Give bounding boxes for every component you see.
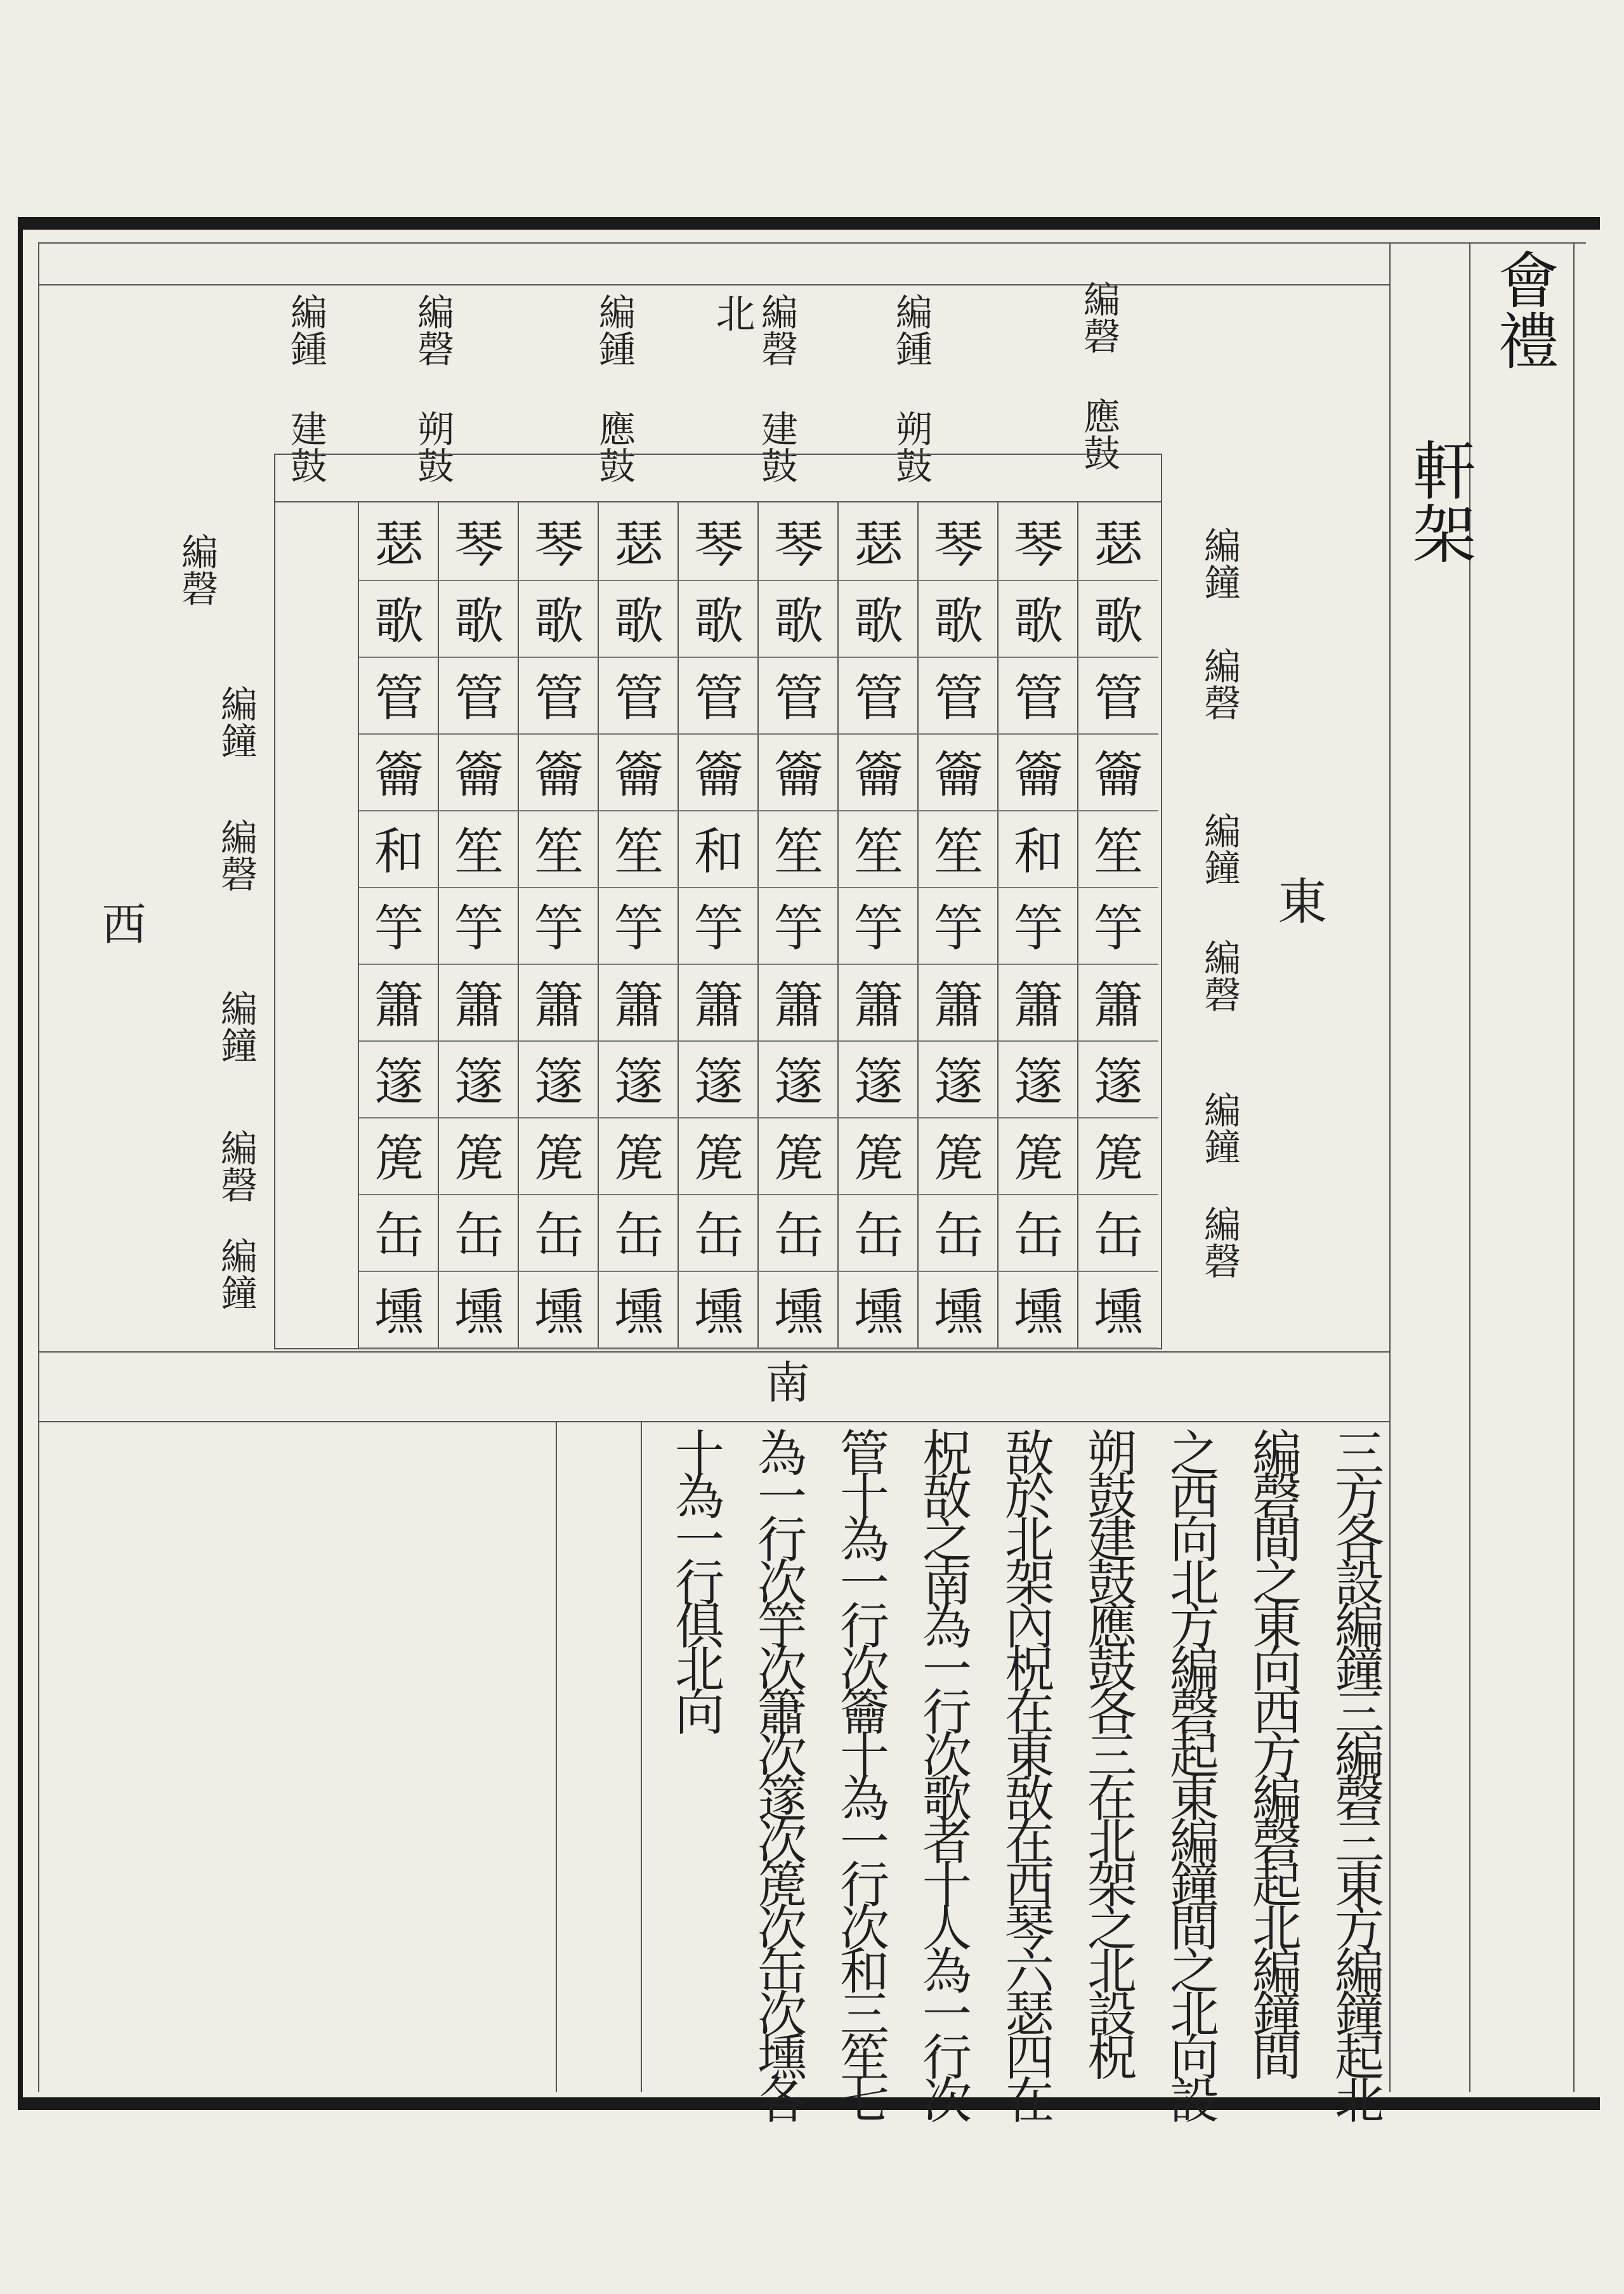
east-instrument: 編鐘 [1198, 812, 1241, 886]
grid-cell: 篴 [359, 1039, 439, 1118]
text-column: 柷敔之南為一行次歌者十人為一行次 [914, 1427, 971, 2118]
grid-cell: 缶 [999, 1192, 1078, 1272]
text-column: 為一行次竽次簫次篴次箎次缶次壎各 [749, 1427, 806, 2118]
grid-cell: 歌 [599, 578, 679, 658]
grid-cell: 歌 [519, 578, 599, 658]
grid-cell: 缶 [919, 1192, 999, 1272]
grid-cell: 籥 [439, 731, 519, 811]
grid-cell: 篴 [999, 1039, 1078, 1118]
grid-column [1077, 501, 1158, 1349]
grid-column [997, 501, 1078, 1349]
grid-cell: 歌 [919, 578, 999, 658]
grid-cell: 篴 [919, 1039, 999, 1118]
grid-cell: 缶 [759, 1192, 839, 1272]
grid-cell: 箎 [679, 1115, 759, 1195]
grid-cell: 缶 [839, 1192, 919, 1272]
grid-cell: 簫 [839, 962, 919, 1042]
grid-cell: 籥 [519, 731, 599, 811]
grid-cell: 琴 [439, 501, 519, 581]
grid-cell: 壎 [679, 1269, 759, 1349]
grid-cell: 篴 [519, 1039, 599, 1118]
grid-cell: 籥 [679, 731, 759, 811]
grid-cell: 竽 [1078, 885, 1158, 965]
grid-cell: 缶 [1078, 1192, 1158, 1272]
west-instrument: 編磬 [214, 818, 258, 892]
grid-cell: 管 [599, 655, 679, 735]
text-column: 十為一行俱北向 [667, 1427, 724, 1729]
west-instrument: 編鐘 [214, 1237, 258, 1311]
north-instrument-group: 編鍾 朔鼓 [889, 293, 933, 483]
east-instrument: 編鐘 [1198, 1091, 1241, 1165]
east-instrument: 編磬 [1198, 647, 1241, 721]
grid-cell: 篴 [599, 1039, 679, 1118]
grid-cell: 歌 [759, 578, 839, 658]
grid-cell: 簫 [439, 962, 519, 1042]
grid-cell: 壎 [1078, 1269, 1158, 1349]
grid-cell: 和 [999, 808, 1078, 888]
text-column: 朔鼓建鼓應鼓各三在北架之北設柷 [1079, 1427, 1136, 2074]
grid-cell: 和 [679, 808, 759, 888]
grid-cell: 歌 [1078, 578, 1158, 658]
grid-cell: 籥 [599, 731, 679, 811]
text-column: 三方各設編鐘三編磬三東方編鐘起北 [1326, 1427, 1384, 2118]
grid-cell: 箎 [599, 1115, 679, 1195]
grid-cell: 瑟 [839, 501, 919, 581]
grid-cell: 箎 [919, 1115, 999, 1195]
grid-cell: 箎 [759, 1115, 839, 1195]
grid-cell: 瑟 [359, 501, 439, 581]
grid-cell: 籥 [839, 731, 919, 811]
grid-cell: 竽 [759, 885, 839, 965]
direction-north: 北 [709, 293, 756, 332]
west-instrument: 編鐘 [214, 990, 258, 1063]
rule-text-col-divider [641, 1421, 642, 2092]
grid-cell: 篴 [439, 1039, 519, 1118]
grid-cell: 簫 [519, 962, 599, 1042]
text-column: 之西向北方編磬起東編鐘間之北向設 [1162, 1427, 1219, 2118]
grid-cell: 管 [999, 655, 1078, 735]
grid-cell: 篴 [1078, 1039, 1158, 1118]
north-instrument-group: 編磬 建鼓 [755, 293, 798, 483]
book-title: 會禮 [1488, 249, 1559, 370]
grid-cell: 簫 [679, 962, 759, 1042]
grid-column [757, 501, 839, 1349]
grid-cell: 壎 [759, 1269, 839, 1349]
grid-cell: 缶 [679, 1192, 759, 1272]
east-instrument: 編磬 [1198, 1205, 1241, 1279]
grid-cell: 籥 [1078, 731, 1158, 811]
grid-cell: 壎 [599, 1269, 679, 1349]
grid-cell: 箎 [1078, 1115, 1158, 1195]
east-instrument: 編鐘 [1198, 527, 1241, 600]
grid-cell: 壎 [839, 1269, 919, 1349]
grid-cell: 壎 [519, 1269, 599, 1349]
direction-east: 東 [1269, 875, 1326, 925]
grid-cell: 籥 [999, 731, 1078, 811]
grid-column [837, 501, 919, 1349]
grid-cell: 竽 [439, 885, 519, 965]
grid-cell: 箎 [999, 1115, 1078, 1195]
grid-cell: 簫 [1078, 962, 1158, 1042]
west-instrument: 編磬 [214, 1129, 258, 1203]
grid-cell: 琴 [519, 501, 599, 581]
rule-text-left [556, 1421, 557, 2092]
north-instrument-group: 編鍾 建鼓 [284, 293, 327, 483]
grid-cell: 篴 [759, 1039, 839, 1118]
grid-cell: 箎 [519, 1115, 599, 1195]
rule-south-bottom [38, 1421, 1389, 1422]
grid-cell: 壎 [999, 1269, 1078, 1349]
grid-cell: 笙 [1078, 808, 1158, 888]
grid-cell: 篴 [679, 1039, 759, 1118]
grid-cell: 瑟 [1078, 501, 1158, 581]
grid-cell: 和 [359, 808, 439, 888]
grid-cell: 竽 [679, 885, 759, 965]
grid-cell: 缶 [359, 1192, 439, 1272]
grid-cell: 管 [679, 655, 759, 735]
grid-cell: 壎 [919, 1269, 999, 1349]
north-instrument-group: 編磬 應鼓 [1077, 280, 1120, 471]
rule-top-inner [38, 242, 1586, 244]
grid-cell: 笙 [759, 808, 839, 888]
north-instrument-group: 編鍾 應鼓 [593, 293, 636, 483]
grid-cell: 箎 [439, 1115, 519, 1195]
grid-cell: 琴 [759, 501, 839, 581]
grid-cell: 歌 [679, 578, 759, 658]
text-column: 管十為一行次籥十為一行次和三笙七 [832, 1427, 889, 2118]
grid-cell: 笙 [439, 808, 519, 888]
grid-cell: 笙 [599, 808, 679, 888]
grid-cell: 竽 [919, 885, 999, 965]
rule-right-edge [1573, 242, 1575, 2092]
grid-cell: 竽 [599, 885, 679, 965]
grid-cell: 管 [359, 655, 439, 735]
grid-cell: 壎 [439, 1269, 519, 1349]
east-instrument: 編磬 [1198, 939, 1241, 1013]
grid-cell: 箎 [839, 1115, 919, 1195]
grid-cell: 瑟 [599, 501, 679, 581]
grid-cell: 籥 [759, 731, 839, 811]
grid-cell: 竽 [839, 885, 919, 965]
section-title: 軒架 [1402, 438, 1476, 565]
grid-column [917, 501, 999, 1349]
grid-cell: 笙 [919, 808, 999, 888]
west-instrument: 編鐘 [214, 685, 258, 759]
grid-cell: 歌 [999, 578, 1078, 658]
grid-cell: 篴 [839, 1039, 919, 1118]
grid-cell: 管 [519, 655, 599, 735]
grid-cell: 竽 [999, 885, 1078, 965]
rule-top-table [38, 284, 1389, 285]
direction-west: 西 [95, 901, 147, 945]
grid-cell: 管 [839, 655, 919, 735]
grid-cell: 管 [919, 655, 999, 735]
grid-column [678, 501, 759, 1349]
grid-cell: 竽 [519, 885, 599, 965]
direction-south: 南 [758, 1359, 810, 1403]
grid-cell: 竽 [359, 885, 439, 965]
grid-column [438, 501, 519, 1349]
grid-cell: 歌 [839, 578, 919, 658]
grid-column [518, 501, 599, 1349]
grid-cell: 缶 [519, 1192, 599, 1272]
rule-diagram-bottom [38, 1351, 1389, 1353]
west-instrument: 編磬 [175, 533, 218, 606]
grid-cell: 籥 [919, 731, 999, 811]
grid-column [358, 501, 439, 1349]
grid-cell: 簫 [599, 962, 679, 1042]
grid-cell: 歌 [359, 578, 439, 658]
rule-left-inner [38, 242, 39, 2092]
grid-cell: 缶 [599, 1192, 679, 1272]
grid-cell: 簫 [759, 962, 839, 1042]
grid-cell: 管 [759, 655, 839, 735]
grid-cell: 琴 [679, 501, 759, 581]
text-column: 編磬間之東向西方編磬起北編鐘間 [1244, 1427, 1301, 2074]
north-instrument-group: 編磬 朔鼓 [411, 293, 454, 483]
grid-cell: 簫 [359, 962, 439, 1042]
grid-cell: 笙 [839, 808, 919, 888]
grid-cell: 琴 [919, 501, 999, 581]
grid-column [598, 501, 679, 1349]
text-column: 敔於北架內柷在東敔在西琴六瑟四在 [997, 1427, 1054, 2118]
grid-cell: 管 [439, 655, 519, 735]
grid-cell: 管 [1078, 655, 1158, 735]
grid-cell: 琴 [999, 501, 1078, 581]
grid-cell: 簫 [999, 962, 1078, 1042]
grid-cell: 笙 [519, 808, 599, 888]
grid-cell: 缶 [439, 1192, 519, 1272]
grid-cell: 歌 [439, 578, 519, 658]
grid-cell: 箎 [359, 1115, 439, 1195]
grid-cell: 壎 [359, 1269, 439, 1349]
grid-cell: 簫 [919, 962, 999, 1042]
grid-cell: 籥 [359, 731, 439, 811]
